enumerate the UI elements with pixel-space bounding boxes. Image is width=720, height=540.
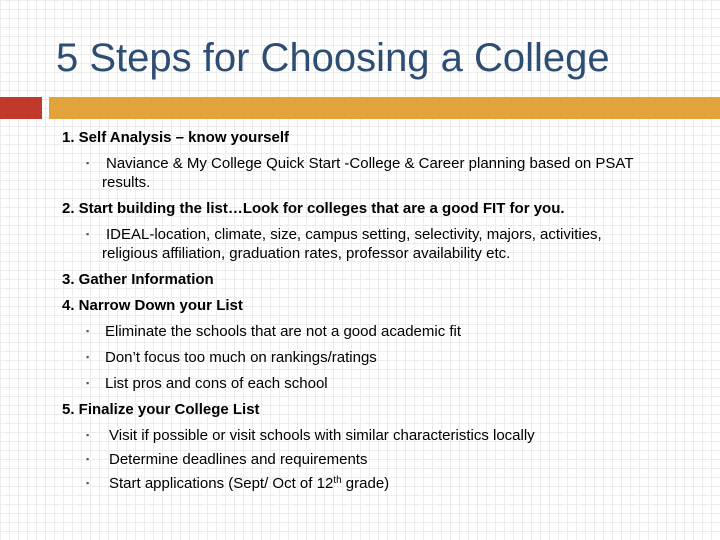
step-3-heading: 3. Gather Information bbox=[62, 271, 214, 288]
list-item bbox=[62, 426, 702, 445]
bullet-text-line-1: IDEAL-location, climate, size, campus setting, selectivity, majors, activities, bbox=[106, 226, 602, 243]
list-item bbox=[62, 374, 702, 393]
bullet-icon: ▪ bbox=[86, 478, 90, 488]
bullet-text-line-1: Naviance & My College Quick Start -College & Career planning based on PSAT bbox=[106, 155, 634, 172]
bullet-text: Start applications (Sept/ Oct of 12th grade) bbox=[109, 475, 390, 492]
bullet-text-line-2: results. bbox=[102, 174, 151, 191]
bullet-icon: ▪ bbox=[86, 454, 90, 464]
step-4-heading: 4. Narrow Down your List bbox=[62, 297, 243, 314]
bullet-text: Don’t focus too much on rankings/ratings bbox=[105, 349, 377, 366]
bullet-icon: ▪ bbox=[86, 158, 90, 168]
step-2-heading: 2. Start building the list…Look for colleges that are a good FIT for you. bbox=[62, 200, 565, 217]
list-item bbox=[62, 348, 702, 367]
slide-title: 5 Steps for Choosing a College bbox=[56, 36, 610, 80]
steps-list bbox=[62, 128, 702, 498]
bullet-text: Determine deadlines and requirements bbox=[109, 451, 368, 468]
list-item bbox=[62, 450, 702, 469]
bullet-icon: ▪ bbox=[86, 229, 90, 239]
accent-bar-red bbox=[0, 97, 42, 119]
list-item bbox=[62, 225, 702, 263]
bullet-text: Eliminate the schools that are not a good academic fit bbox=[105, 323, 462, 340]
bullet-text-line-2: religious affiliation, graduation rates, professor availability etc. bbox=[102, 245, 511, 262]
list-item bbox=[62, 474, 702, 493]
bullet-icon: ▪ bbox=[86, 430, 90, 440]
step-1-heading: 1. Self Analysis – know yourself bbox=[62, 129, 290, 146]
list-item bbox=[62, 154, 702, 192]
list-item bbox=[62, 322, 702, 341]
bullet-icon: ▪ bbox=[86, 378, 90, 388]
bullet-text: List pros and cons of each school bbox=[105, 375, 328, 392]
bullet-icon: ▪ bbox=[86, 352, 90, 362]
step-5-heading: 5. Finalize your College List bbox=[62, 401, 260, 418]
accent-bar-orange bbox=[49, 97, 720, 119]
bullet-text: Visit if possible or visit schools with similar characteristics locally bbox=[109, 427, 535, 444]
bullet-icon: ▪ bbox=[86, 326, 90, 336]
